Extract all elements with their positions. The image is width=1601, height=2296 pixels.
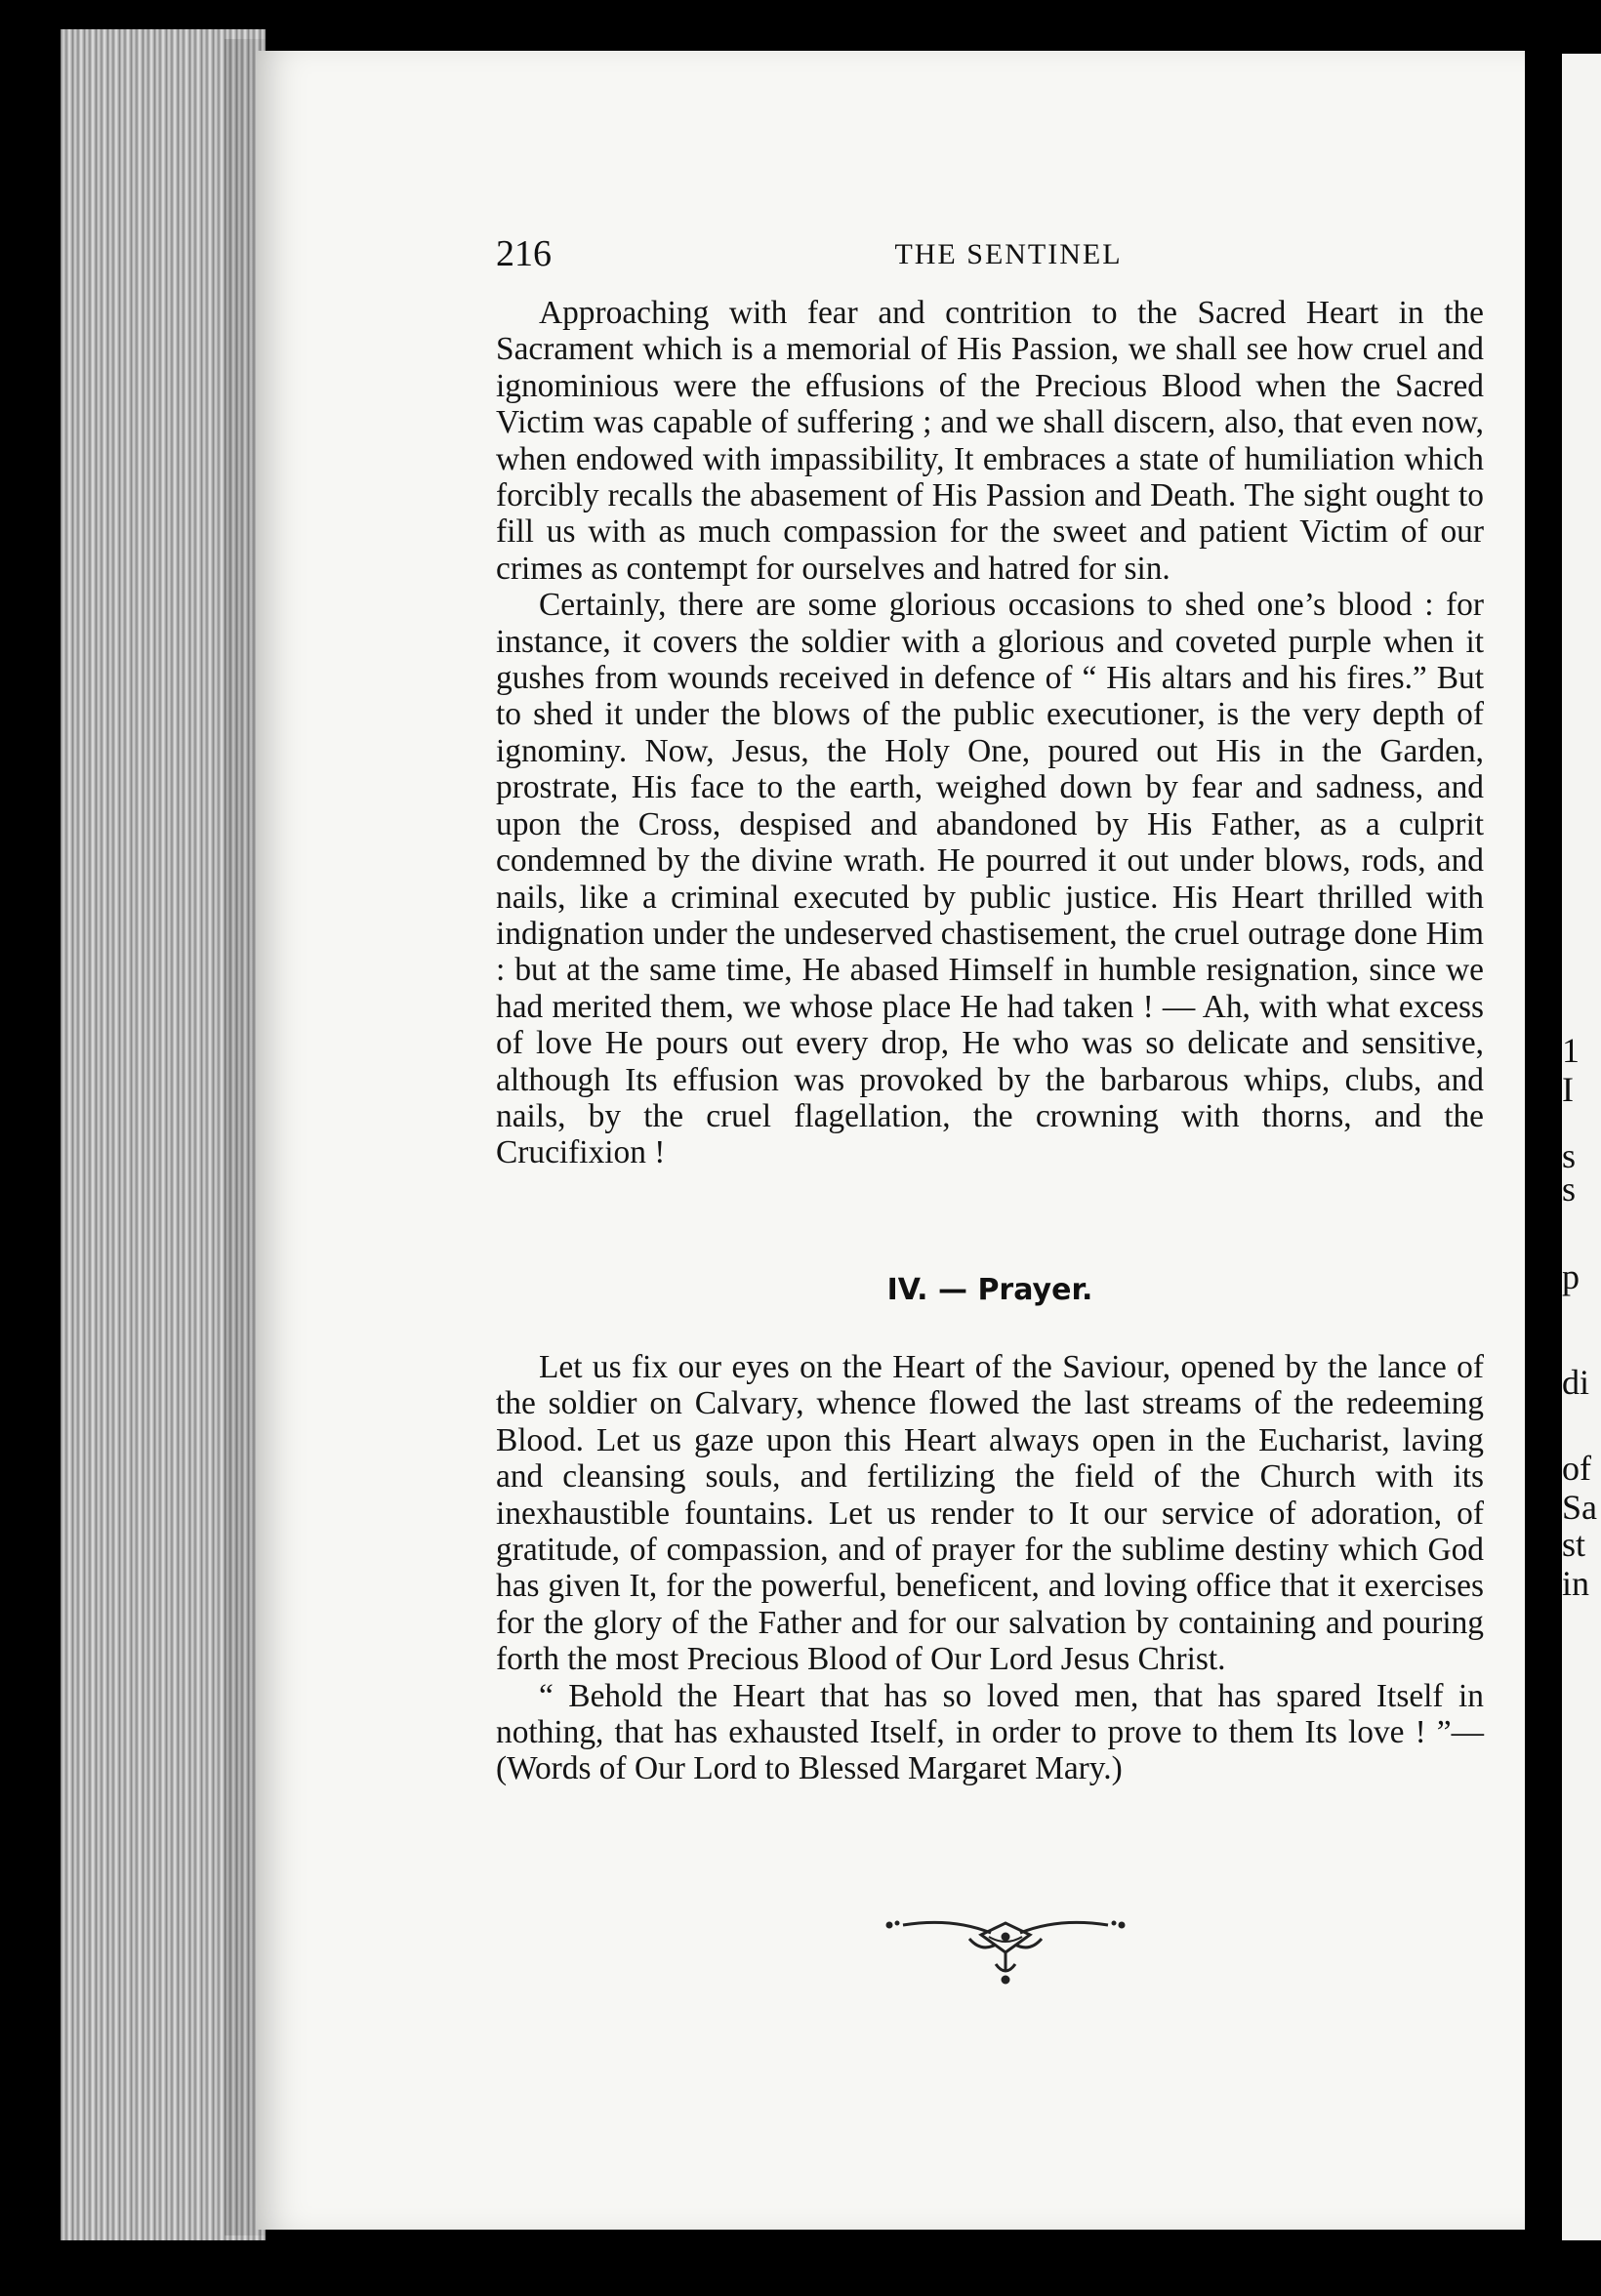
book-gutter [1525,59,1562,2245]
facing-page-fragment: di [1562,1363,1590,1402]
facing-page-fragment: st [1562,1525,1586,1564]
facing-page-fragment: p [1562,1257,1580,1296]
page-header [496,232,1482,281]
decorative-ornament-icon [883,1913,1128,1991]
paragraph: Let us fix our eyes on the Heart of the Saviour, opened by the lance of the soldier on Calvary, whence flowed the last streams of the redeeming Blood. Let us gaze upon this Heart always open in the Eucharist, laving and cleansing souls, and fertilizing the field of the Church with its inexhaustible fountains. Let us render to It our service of adoration, of gratitude, of compassion, and of prayer for the sublime destiny which God has given It, for the powerful, beneficent, and loving office that it exercises for the glory of the Father and for our salvation by containing and pouring forth the most Precious Blood of Our Lord Jesus Christ. [496,1349,1484,1678]
paragraph: “ Behold the Heart that has so loved men, that has spared Itself in nothing, that has exhausted Itself, in order to prove to them Its love ! ”—(Words of Our Lord to Blessed Margaret Mary.) [496,1677,1484,1787]
facing-page-fragment: of [1562,1449,1591,1488]
facing-page-fragment: in [1562,1564,1590,1603]
paragraph: Approaching with fear and contrition to the Sacred Heart in the Sacrament which is a memorial of His Passion, we shall see how cruel and ignominious were the effusions of the Precious Blood when the Sacred Victim was capable of suffering ; and we shall discern, also, that even now, when endowed with impassibility, It embraces a state of humiliation which forcibly recalls the abasement of His Passion and Death. The sight ought to fill us with as much compassion for the sweet and patient Victim of our crimes as contempt for ourselves and hatred for sin. [496,295,1484,587]
page-number: 216 [496,233,552,274]
facing-page-fragment: s [1562,1169,1577,1209]
running-head: THE SENTINEL [894,238,1123,270]
paragraph: Certainly, there are some glorious occasions to shed one’s blood : for instance, it covers the soldier with a glorious and coveted purple when it gushes from wounds received in defence of “ His altars and his fires.” But to shed it under the blows of the public executioner, is the very depth of ignominy. Now, Jesus, the Holy One, poured out His in the Garden, prostrate, His face to the earth, weighed down by fear and sadness, and upon the Cross, despised and abandoned by His Father, as a culprit condemned by the divine wrath. He pourred it out under blows, rods, and nails, like a criminal executed by public justice. His Heart thrilled with indignation under the undeserved chastisement, the cruel outrage done Him : but at the same time, He abased Himself in humble resignation, since we had merited them, we whose place He had taken ! — Ah, with what excess of love He pours out every drop, He who was so delicate and sensitive, although Its effusion was provoked by the barbarous whips, clubs, and nails, by the cruel flagellation, the crowning with thorns, and the Crucifixion ! [496,587,1484,1171]
section-body [496,1349,1484,1787]
section-body [496,295,1484,1171]
facing-page-fragment: s [1562,1136,1577,1175]
section-heading: IV. — Prayer. [886,1273,1093,1307]
facing-page-fragment: I [1562,1070,1574,1109]
facing-page-fragment: Sa [1562,1488,1597,1527]
facing-page-edge [1562,54,1601,2240]
facing-page-fragment: 1 [1562,1031,1580,1070]
